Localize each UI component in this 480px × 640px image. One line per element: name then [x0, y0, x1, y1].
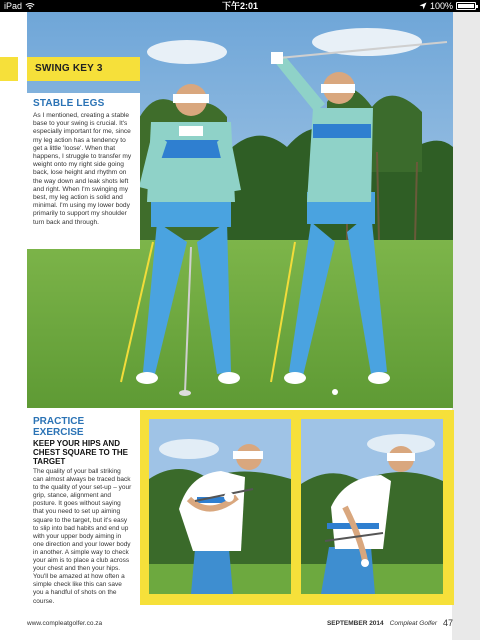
practice-exercise-title: PRACTICE EXERCISE — [33, 416, 85, 438]
battery-icon — [456, 2, 476, 10]
footer-date: SEPTEMBER 2014 — [326, 619, 384, 627]
status-time: 下午2:01 — [221, 1, 258, 11]
practice-exercise-body: The quality of your ball striking can almost always be traced back to the quality of your set-up – your grip, stance, alignment and posture. It goes without saying that you need to set up aiming square to the target, but it's easy to slip into bad habits and end up with your upper body aiming in one direction and your lower body in another. A simple way to check your aim is to place a club across your chest and then your hips. You'll be amazed at how often a simple check like this can save you a handful of shots on the course. — [33, 468, 132, 605]
stable-legs-box — [27, 93, 140, 249]
practice-exercise-subtitle: KEEP YOUR HIPS AND CHEST SQUARE TO THE TARGET — [33, 439, 128, 466]
stable-legs-body: As I mentioned, creating a stable base to your swing is crucial. It's especially important for me, since my leg action has a tendency to get a little 'loose'. When that happens, I struggle to transfer my weight onto my right side going back, lose height and rhythm on the way down and leak shots left and right. When I'm swinging my best, my leg action is solid and minimal. I'm using my lower body primarily to support my shoulder turn back and through. — [33, 112, 132, 226]
battery-percent: 100% — [429, 1, 453, 11]
device-label: iPad — [4, 1, 23, 11]
stable-legs-title: STABLE LEGS — [33, 98, 105, 109]
practice-exercise-box — [27, 413, 139, 606]
page-edge — [452, 12, 480, 640]
section-tab: SWING KEY 3 — [27, 57, 140, 81]
status-bar — [0, 0, 480, 12]
page-number: 47 — [442, 618, 453, 628]
page-footer — [27, 616, 453, 630]
location-arrow-icon — [419, 2, 427, 10]
inset-photo-chest-check — [149, 419, 291, 594]
footer-website: www.compleatgolfer.co.za — [27, 619, 103, 627]
inset-photo-hip-check — [301, 419, 443, 594]
section-tab-marker — [0, 57, 18, 81]
footer-magazine: Compleat Golfer — [389, 619, 437, 627]
